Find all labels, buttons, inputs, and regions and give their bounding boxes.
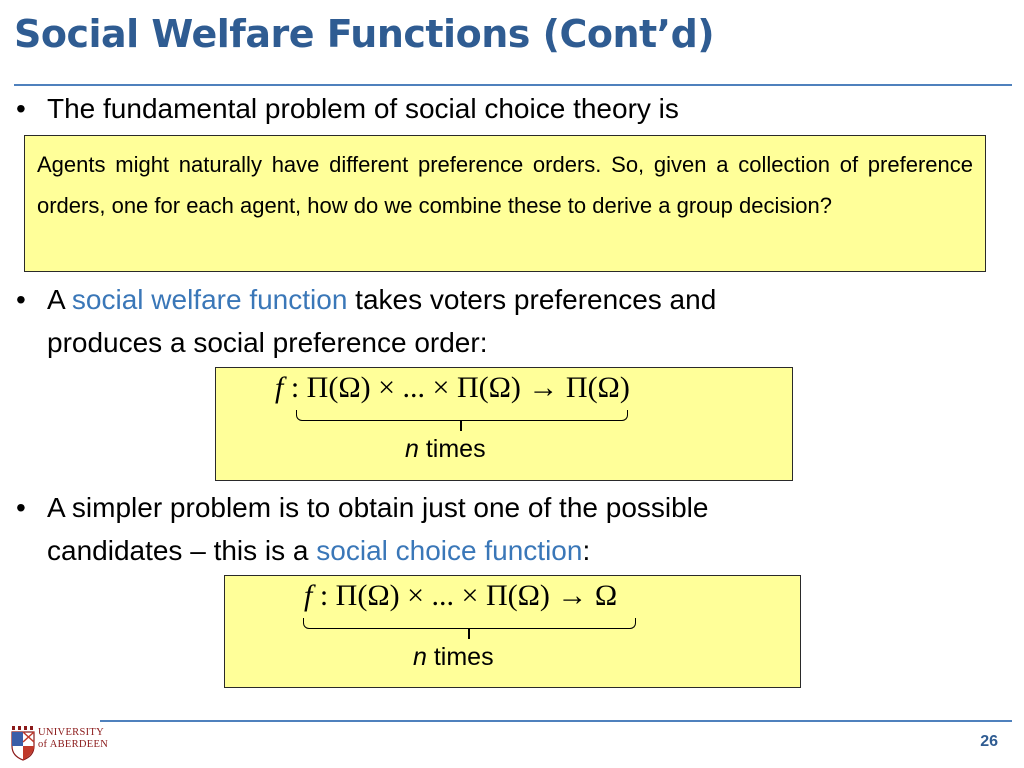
- logo-line-2: of ABERDEEN: [38, 739, 109, 750]
- title-divider: [14, 84, 1012, 86]
- page-number: 26: [980, 733, 998, 750]
- bullet-3-pre: candidates – this is a: [47, 535, 317, 566]
- bullet-2-line-2: produces a social preference order:: [47, 327, 488, 358]
- underbrace-1-tip: [460, 421, 462, 431]
- term-social-welfare-function: social welfare function: [71, 284, 348, 315]
- bullet-2-post: takes voters preferences and: [347, 284, 717, 315]
- term-social-choice-function: social choice function: [316, 535, 583, 566]
- bullet-1: [16, 87, 976, 130]
- definition-box: Agents might naturally have different preference orders. So, given a collection of preference orders, one for each agent, how do we combine these to derive a group decision?: [24, 135, 986, 272]
- bullet-3-line-1: A simpler problem is to obtain just one of the possible: [47, 492, 709, 523]
- slide-title: Social Welfare Functions (Cont’d): [14, 12, 715, 56]
- formula-2-times: times: [426, 643, 494, 671]
- underbrace-2: [303, 618, 636, 629]
- formula-2-label: [413, 643, 494, 672]
- underbrace-2-tip: [468, 629, 470, 639]
- formula-2-f: f: [304, 579, 313, 612]
- bullet-marker: •: [16, 492, 26, 523]
- logo-line-1: UNIVERSITY: [38, 727, 104, 738]
- formula-1-label: [405, 435, 486, 464]
- bullet-1-text: The fundamental problem of social choice theory is: [47, 93, 679, 124]
- formula-2: [304, 579, 617, 613]
- bullet-3: [16, 486, 976, 572]
- bullet-2-line-1: [47, 278, 716, 321]
- bullet-3-post: :: [582, 535, 591, 566]
- bullet-3-line-2: [47, 529, 590, 572]
- formula-1-times: times: [418, 435, 486, 463]
- formula-2-n: n: [413, 643, 427, 671]
- university-name: [38, 727, 108, 751]
- bullet-2: [16, 278, 976, 364]
- formula-1-f: f: [275, 371, 284, 404]
- formula-1-expr: : Π(Ω) × ... × Π(Ω) → Π(Ω): [283, 371, 630, 404]
- underbrace-1: [296, 410, 628, 421]
- bullet-2-pre: A: [47, 284, 72, 315]
- footer-divider: [100, 720, 1012, 722]
- formula-1: [275, 371, 630, 405]
- formula-2-expr: : Π(Ω) × ... × Π(Ω) → Ω: [312, 579, 618, 612]
- bullet-marker: •: [16, 93, 26, 124]
- bullet-marker: •: [16, 284, 26, 315]
- formula-1-n: n: [405, 435, 419, 463]
